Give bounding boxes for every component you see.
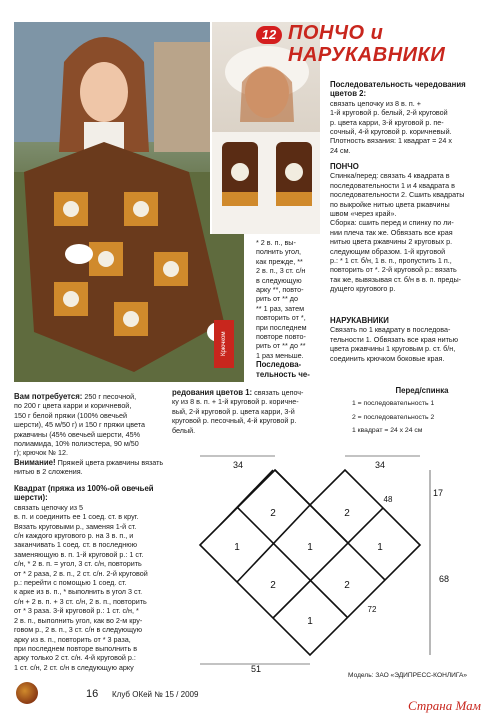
text-line: 1 ст. с/н, 2 ст. с/н в следующую арку <box>14 662 134 672</box>
text-line: связать цепоч- <box>254 388 304 397</box>
text-line: белый. <box>172 425 196 435</box>
schematic-dimension: 34 <box>232 460 244 470</box>
article-title-line2: НАРУКАВНИКИ <box>288 44 446 66</box>
text-line: заменяющую в. п. 1-й круговой р.: 1 ст. <box>14 549 144 559</box>
text-line: 150 г белой пряжи (100% овечьей <box>14 410 127 420</box>
text-line: повторе повто- <box>256 332 306 342</box>
text-line: дущего кругового р. <box>330 284 396 294</box>
text-line: 2 в. п., выполнить угол, как во 2-м кру- <box>14 615 143 625</box>
text-line: 1-й круговой р. белый, 2-й круговой <box>330 108 448 118</box>
model-credit: Модель: ЗАО «ЭДИПРЕСС-КОНЛИГА» <box>348 672 468 679</box>
schematic-cell-label: 1 <box>234 542 240 553</box>
text-line: рить от ** до ** <box>256 341 306 351</box>
text-line: нитью цвета ржавчины 2 круговых р. <box>330 237 453 247</box>
legend-item: 1 квадрат = 24 х 24 см <box>352 427 423 435</box>
text-line: арку из в. п., повторить от * 3 раза, <box>14 634 131 644</box>
materials-heading: Вам потребуется: <box>14 392 83 401</box>
legend-item: 2 = последовательность 2 <box>352 413 435 421</box>
square-heading: Квадрат (пряжа из 100%-ой овечьей шерсти): <box>14 484 154 503</box>
color-sequence-1-heading: тельность че- <box>256 369 310 379</box>
schematic-cell-label: 2 <box>270 508 276 519</box>
schematic-cell-label: 1 <box>307 616 313 627</box>
schematic-dimension: 68 <box>438 574 450 584</box>
text-line: Спинка/перед: связать 4 квадрата в <box>330 171 450 181</box>
schematic-dimension: 34 <box>374 460 386 470</box>
text-line: с/н, * 2 в. п. = угол, 3 ст. с/н, повторить <box>14 559 142 569</box>
text-line: рить от ** до <box>256 294 298 304</box>
schematic-grid-line <box>273 508 383 618</box>
color-sequence-2 <box>330 80 480 155</box>
text-line: последовательности 1 и 4 квадрата в <box>330 180 455 190</box>
legend-heading: Перед/спинка <box>395 386 449 395</box>
text-line: Связать по 1 квадрату в последова- <box>330 325 451 335</box>
sleeves-section <box>330 316 480 363</box>
text-line: * 2 в. п., вы- <box>256 238 296 247</box>
schematic-dimension: 17 <box>432 488 444 498</box>
text-line: в следующую <box>256 275 302 285</box>
schematic-cell-label: 2 <box>344 580 350 591</box>
text-line: заканчивать 1 соед. ст. в последнюю <box>14 540 137 550</box>
text-line: говом р., 2 в. п., 3 ст. с/н в следующую <box>14 625 143 635</box>
text-line: при последнем <box>256 322 307 332</box>
legend-item: 1 = последовательность 1 <box>352 400 435 408</box>
article-title <box>288 22 445 66</box>
page-number: 16 <box>86 688 99 700</box>
schematic-grid-line <box>310 505 347 542</box>
text-line: к арке из в. п., * выполнить в угол 3 ст. <box>14 587 143 597</box>
square-section <box>14 484 170 672</box>
text-line: по выкройке нитью цвета ржавчины <box>330 199 450 209</box>
poncho-schematic <box>180 450 470 680</box>
schematic-cell-label: 2 <box>344 508 350 519</box>
text-line: 1 раз меньше. <box>256 350 304 360</box>
text-line: по 200 г цвета карри и коричневой, <box>14 401 132 411</box>
text-line: в. п. и соединить ее 1 соед. ст. в круг. <box>14 512 139 522</box>
text-line: круговой р. песочный, 4-й круговой р. <box>172 416 297 426</box>
text-line: повторить от *. 2-й круговой р.: вязать <box>330 265 457 275</box>
schematic-cell-label: 2 <box>270 580 276 591</box>
color-sequence-2-heading: Последовательность чередования цветов 2: <box>330 80 466 99</box>
text-line: 24 см. <box>330 145 351 155</box>
poncho-section <box>330 162 480 294</box>
text-line: ку из 8 в. п. + 1-й круговой р. коричне- <box>172 397 299 407</box>
text-line: ржавчины (45% овечьей шерсти, 45% <box>14 429 140 439</box>
article-title-line1: ПОНЧО и <box>288 22 384 44</box>
text-line: шерсти), 45 м/50 г) и 150 г пряжи цвета <box>14 420 145 430</box>
poncho-heading: ПОНЧО <box>330 162 359 171</box>
article-number-badge: 12 <box>256 26 282 44</box>
color-sequence-1 <box>172 388 328 435</box>
text-line: соединить крючком боковые края. <box>330 353 445 363</box>
text-line: г); крючок № 12. <box>14 448 68 458</box>
text-line: связать цепочку из 5 <box>14 502 84 512</box>
text-line: Вязать круговыми р., заменяя 1-й ст. <box>14 521 137 531</box>
schematic-cell-label: 1 <box>377 542 383 553</box>
text-line: следующим образом. 1-й круговой <box>330 246 446 256</box>
attention-label: Внимание! <box>14 457 56 467</box>
text-line: последовательности 2. Сшить квадраты <box>330 190 465 200</box>
text-line: р.: перейти с помощью 1 соед. ст. <box>14 578 127 588</box>
text-line: полиамида, 10% полиэстера, 90 м/50 <box>14 439 139 449</box>
schematic-dimension: 48 <box>383 495 393 504</box>
text-line: полнить угол, <box>256 247 302 257</box>
text-line: нии плеча так же. Обвязать все края <box>330 227 453 237</box>
text-line: арку **, повто- <box>256 285 304 295</box>
text-line: Плотность вязания: 1 квадрат = 24 х <box>330 136 452 146</box>
text-line: от * 2 раза, 2 в. п., 2 ст. с/н. 2-й круговой <box>14 568 148 578</box>
schematic-dimension: 51 <box>250 664 262 674</box>
yarn-logo <box>16 682 38 704</box>
hook-tag: Крючком <box>214 320 234 368</box>
text-line: швом «через край». <box>330 209 397 219</box>
materials-section <box>14 392 170 477</box>
text-line: 2 в. п., 3 ст. с/н <box>256 266 306 276</box>
text-line: 250 г песочной, <box>84 392 137 401</box>
schematic-cell-label: 1 <box>307 542 313 553</box>
color-sequence-1-heading: редования цветов 1: <box>172 388 253 397</box>
text-line: так же, вывязывая ст. б/н в в. п. преды- <box>330 274 462 284</box>
text-line: арку только 2 ст. с/н. 4-й круговой р.: <box>14 653 136 663</box>
text-line: вый, 2-й круговой р. цвета карри, 3-й <box>172 406 295 416</box>
text-line: Сборка: сшить перед и спинку по ли- <box>330 218 454 228</box>
text-line: как прежде, ** <box>256 256 303 266</box>
text-line: сочный, 4-й круговой р. коричневый. <box>330 127 452 137</box>
site-watermark: Страна Мам <box>408 698 481 713</box>
schematic-dimension: 72 <box>367 605 377 614</box>
text-line: повторить от *, <box>256 313 306 323</box>
middle-column <box>256 238 326 379</box>
text-line: р. цвета карри, 3-й круговой р. пе- <box>330 117 444 127</box>
text-line: при последнем повторе выполнить в <box>14 643 138 653</box>
text-line: с/н + 2 в. п. + 3 ст. с/н, 2 в. п., повторить <box>14 596 147 606</box>
text-line: ** 1 раз, затем <box>256 303 305 313</box>
color-sequence-1-heading: Последова- <box>256 360 302 370</box>
text-line: тельности 1. Обвязать все края нитью <box>330 334 459 344</box>
text-line: цвета ржавчины 1 круговым р. ст. б/н, <box>330 344 456 354</box>
text-line: связать цепочку из 8 в. п. + <box>330 98 421 108</box>
legend <box>352 386 492 436</box>
text-line: с/н каждого кругового р. на 3 в. п., и <box>14 531 134 541</box>
text-line: от * 3 раза. 3-й круговой р.: 1 ст. с/н, * <box>14 606 139 616</box>
magazine-issue: Клуб ОКей № 15 / 2009 <box>112 690 199 699</box>
sleeves-heading: НАРУКАВНИКИ <box>330 316 389 325</box>
text-line: р.: * 1 ст. б/н, 1 в. п., пропустить 1 п., <box>330 256 452 266</box>
text-line: Пряжей цвета ржавчины вязать нитью в 2 сложения. <box>14 457 164 477</box>
